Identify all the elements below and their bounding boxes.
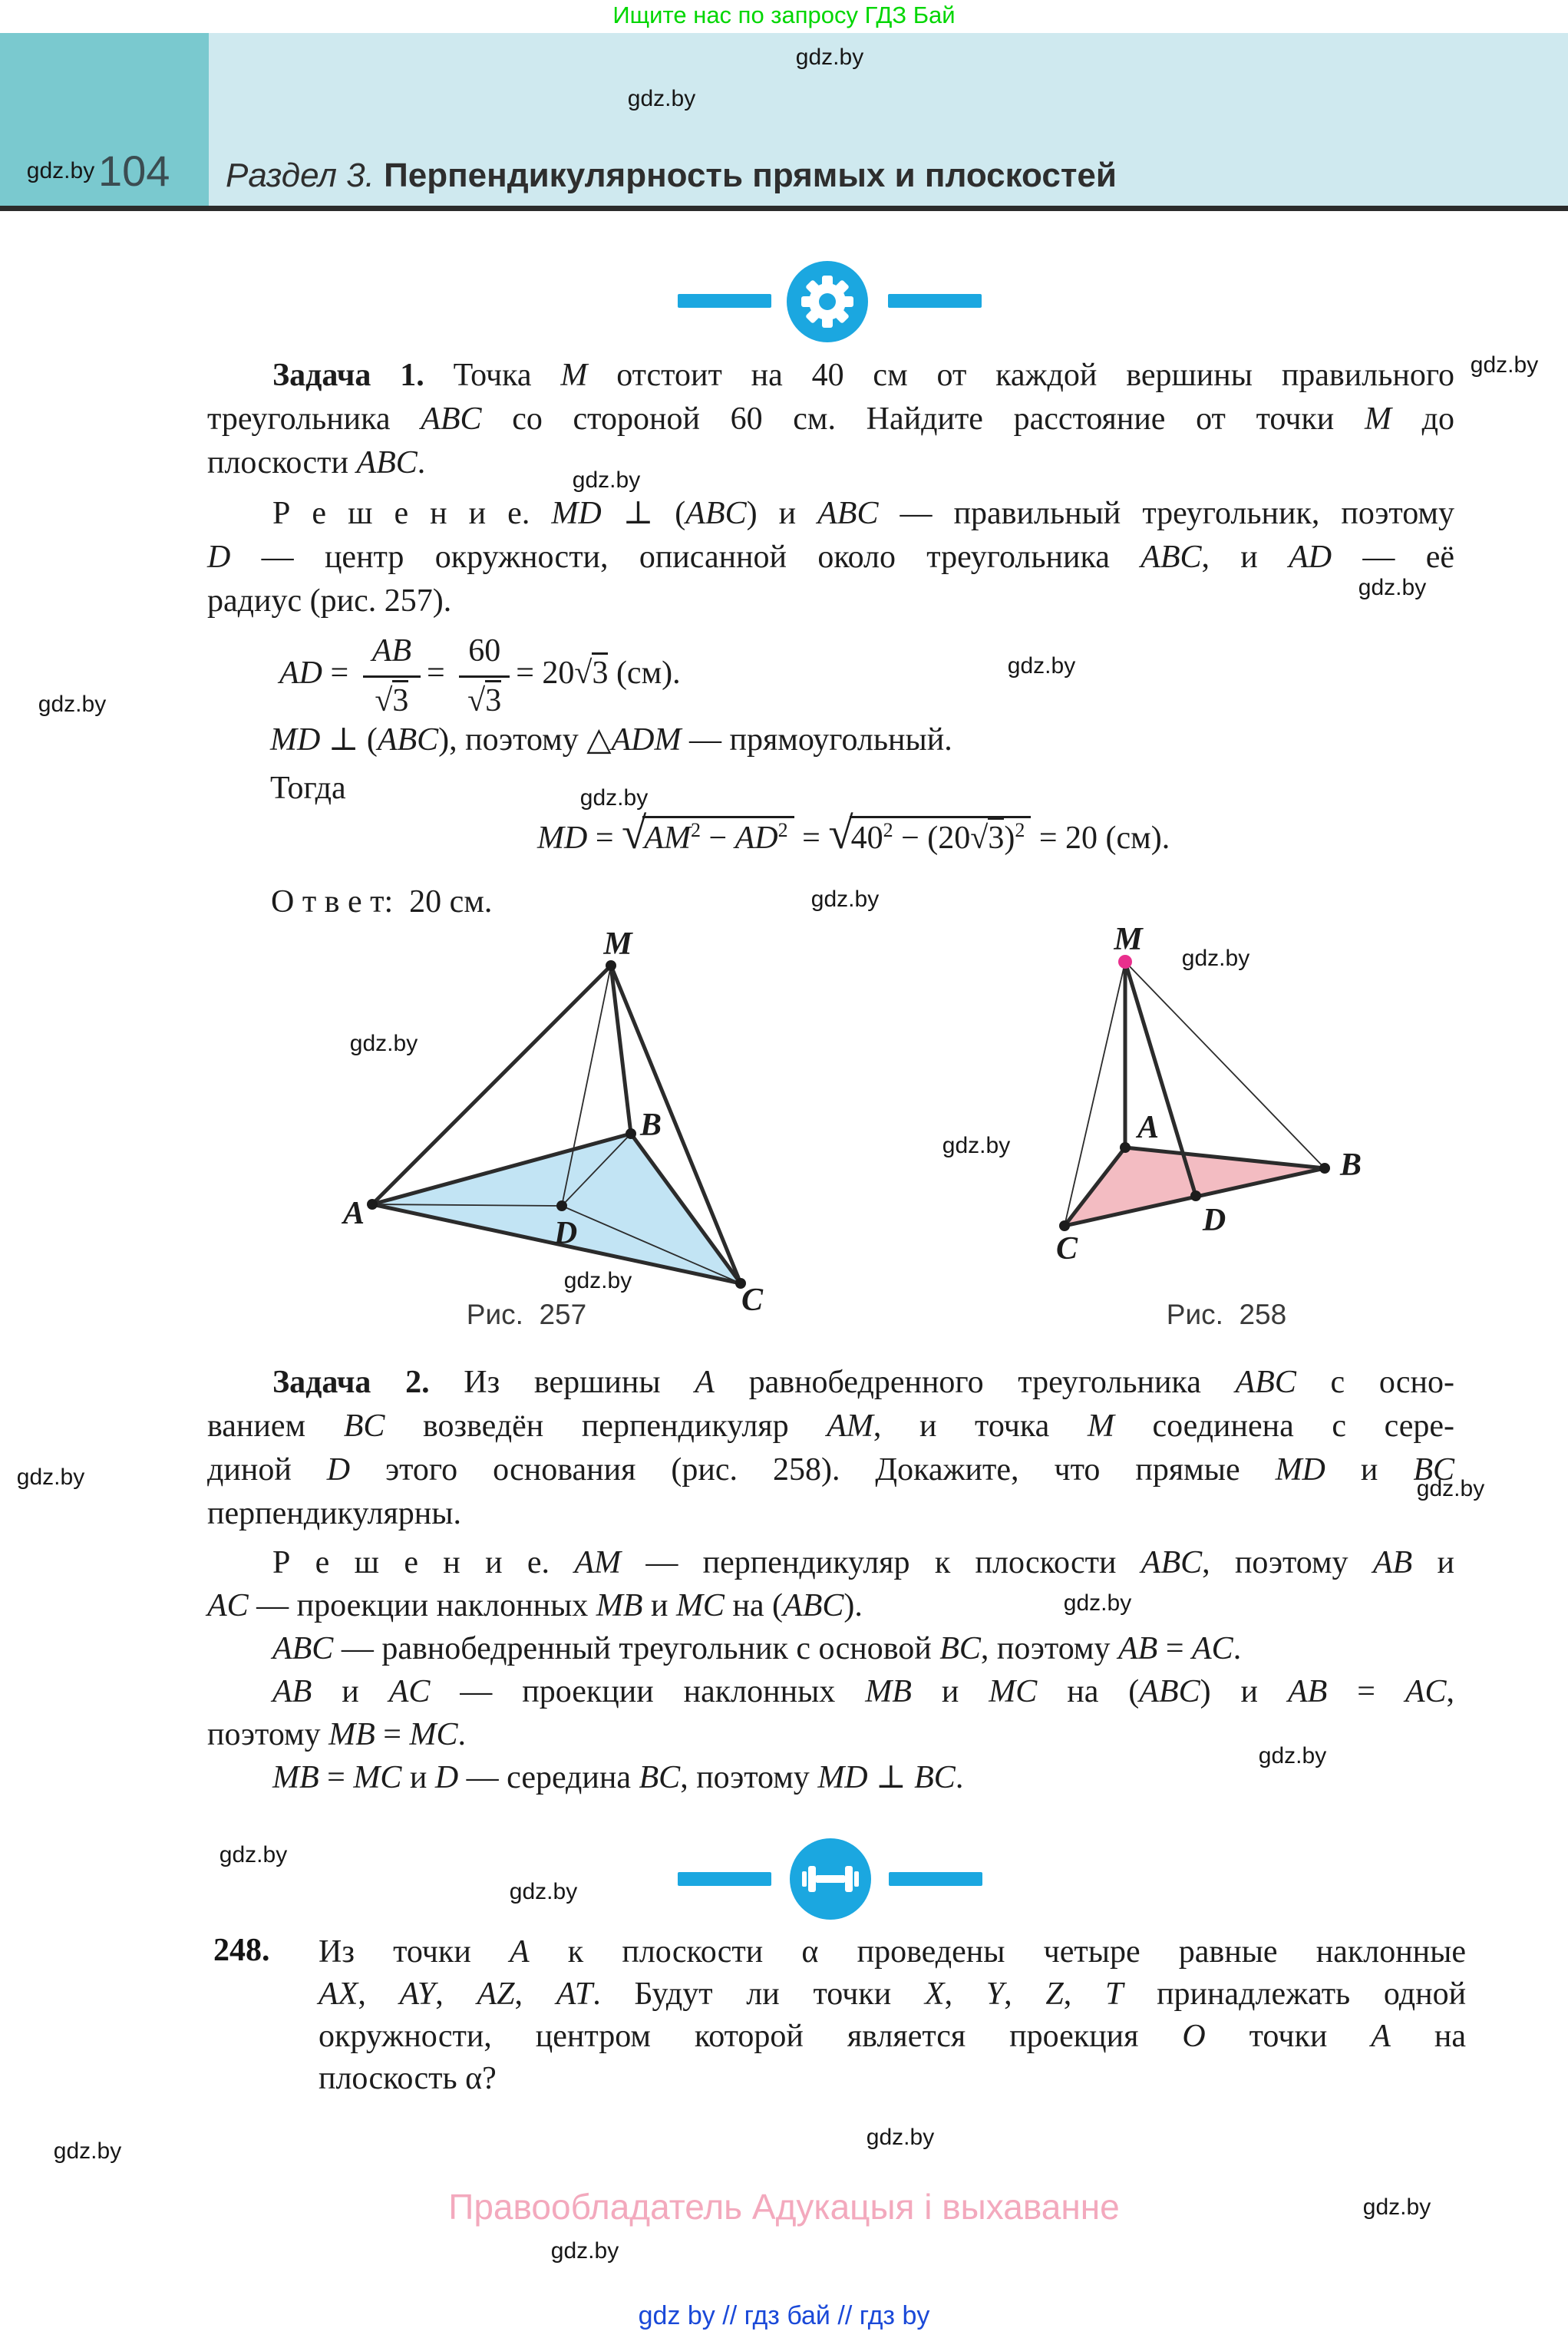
gdz-watermark: gdz.by (795, 45, 864, 70)
gear-icon (787, 261, 868, 342)
divider-bar-right (888, 294, 982, 308)
gdz-watermark: gdz.by (219, 1842, 288, 1867)
top-search-notice: Ищите нас по запросу ГДЗ Бай (612, 2, 956, 28)
gdz-watermark: gdz.by (942, 1133, 1011, 1158)
solution-line: D — центр окружности, описанной около треугольника ABC, и AD — её (207, 540, 1454, 575)
gdz-watermark: gdz.by (1362, 2194, 1431, 2220)
gdz-watermark: gdz.by (550, 2238, 619, 2264)
figure-257 (322, 917, 783, 1316)
solution-line: AB и AC — проекции наклонных MB и MC на (ABC) и AB = AC, (272, 1674, 1455, 1709)
formula-ad: AD = $\frac{AB}{√3}$ = $\frac{60}{√3}$ = 20√3 (см). (279, 633, 681, 718)
gdz-watermark: gdz.by (572, 467, 641, 493)
gdz-watermark: gdz.by (1063, 1590, 1132, 1616)
fig257-label-a: A (342, 1196, 365, 1231)
fig257-label-c: C (741, 1283, 764, 1316)
solution-line: поэтому MB = MC. (207, 1717, 466, 1752)
footer-copyright: Правообладатель Адукацыя і выхаванне (448, 2187, 1120, 2227)
dumbbell-icon (790, 1838, 871, 1920)
gdz-watermark: gdz.by (26, 158, 95, 183)
solution-line: ABC — равнобедренный треугольник с основой BC, поэтому AB = AC. (272, 1631, 1242, 1666)
problem248-statement (319, 1931, 1466, 2100)
fig258-caption: Рис. 258 (1166, 1299, 1287, 1330)
gdz-watermark: gdz.by (1181, 946, 1250, 971)
gdz-watermark: gdz.by (1416, 1476, 1485, 1501)
page-number: 104 (98, 147, 170, 195)
problem1-line: Задача 1. Точка M отстоит на 40 см от каждой вершины правильного (272, 358, 1455, 393)
formula-md: MD = $√AM^2 - AD^2 = √40^2 - (20√3)^2 = 20$ (см). (537, 808, 1170, 858)
footer-links: gdz by // гдз бай // гдз by (638, 2301, 930, 2330)
fig257-label-b: B (639, 1108, 662, 1143)
gdz-watermark: gdz.by (38, 692, 107, 717)
section-title (226, 157, 1117, 195)
fig258-label-b: B (1339, 1148, 1362, 1183)
section-prefix: Раздел 3. (226, 157, 375, 194)
gdz-watermark: gdz.by (1470, 352, 1539, 378)
fig258-label-a: A (1137, 1110, 1160, 1145)
gdz-watermark: gdz.by (53, 2138, 122, 2164)
line-togda: Тогда (270, 771, 346, 806)
problem1-statement (207, 354, 1454, 485)
gdz-watermark: gdz.by (866, 2125, 935, 2150)
problem2-line: ванием BC возведён перпендикуляр AM, и точка M соединена с сере- (207, 1408, 1455, 1444)
gdz-watermark: gdz.by (579, 785, 649, 811)
problem248-line: Из точки A к плоскости α проведены четыре равные наклонные (319, 1934, 1467, 1970)
problem248-line: плоскость α? (319, 2061, 497, 2096)
gdz-watermark: gdz.by (509, 1879, 578, 1904)
divider-bar-left (678, 294, 771, 308)
problem2-line: перпендикулярны. (207, 1496, 461, 1531)
section-name: Перпендикулярность прямых и плоскостей (374, 157, 1117, 194)
fig257-label-d: D (553, 1216, 578, 1251)
gdz-watermark: gdz.by (1007, 653, 1076, 679)
solution-line: Р е ш е н и е. MD ⊥ (ABC) и ABC — правильный треугольник, поэтому (272, 496, 1455, 531)
line-md-perpendicular: MD ⊥ (ABC), поэтому △ADM — прямоугольный. (270, 722, 952, 758)
solution-line: AC — проекции наклонных MB и MC на (ABC). (207, 1588, 863, 1623)
gdz-watermark: gdz.by (563, 1268, 632, 1293)
figure-258 (913, 917, 1405, 1316)
fig257-label-m: M (603, 926, 632, 962)
problem1-solution (207, 492, 1454, 623)
problem1-line: треугольника ABC со стороной 60 см. Найдите расстояние от точки M до (207, 401, 1454, 437)
fig258-label-m: M (1114, 922, 1143, 957)
problem2-line: Задача 2. Из вершины A равнобедренного треугольника ABC с осно- (272, 1365, 1454, 1400)
gdz-watermark: gdz.by (627, 86, 696, 111)
solution-line: MB = MC и D — середина BC, поэтому MD ⊥ BC. (272, 1760, 964, 1795)
problem2-statement (207, 1361, 1454, 1536)
problem1-line: плоскости ABC. (207, 445, 426, 480)
divider-bar-left (678, 1872, 771, 1886)
divider-bar-right (889, 1872, 982, 1886)
header-rule (0, 206, 1568, 211)
gdz-watermark: gdz.by (16, 1465, 85, 1490)
gdz-watermark: gdz.by (1358, 575, 1427, 600)
problem248-number: 248. (213, 1933, 270, 1968)
fig258-label-c: C (1055, 1231, 1078, 1266)
problem248-line: окружности, центром которой является проекция O точки A на (319, 2019, 1467, 2054)
problem248-line: AX, AY, AZ, AT. Будут ли точки X, Y, Z, T принадлежать одной (319, 1976, 1467, 2012)
gdz-watermark: gdz.by (349, 1031, 418, 1056)
gdz-watermark: gdz.by (810, 887, 880, 912)
solution-line: радиус (рис. 257). (207, 583, 452, 619)
problem2-line: диной D этого основания (рис. 258). Докажите, что прямые MD и BC (207, 1452, 1454, 1488)
fig258-label-d: D (1202, 1203, 1226, 1238)
solution-line: Р е ш е н и е. AM — перпендикуляр к плоскости ABC, поэтому AB и (272, 1545, 1454, 1580)
answer-line: О т в е т: 20 см. (271, 884, 493, 920)
fig257-caption: Рис. 257 (466, 1299, 587, 1330)
gdz-watermark: gdz.by (1258, 1743, 1327, 1768)
